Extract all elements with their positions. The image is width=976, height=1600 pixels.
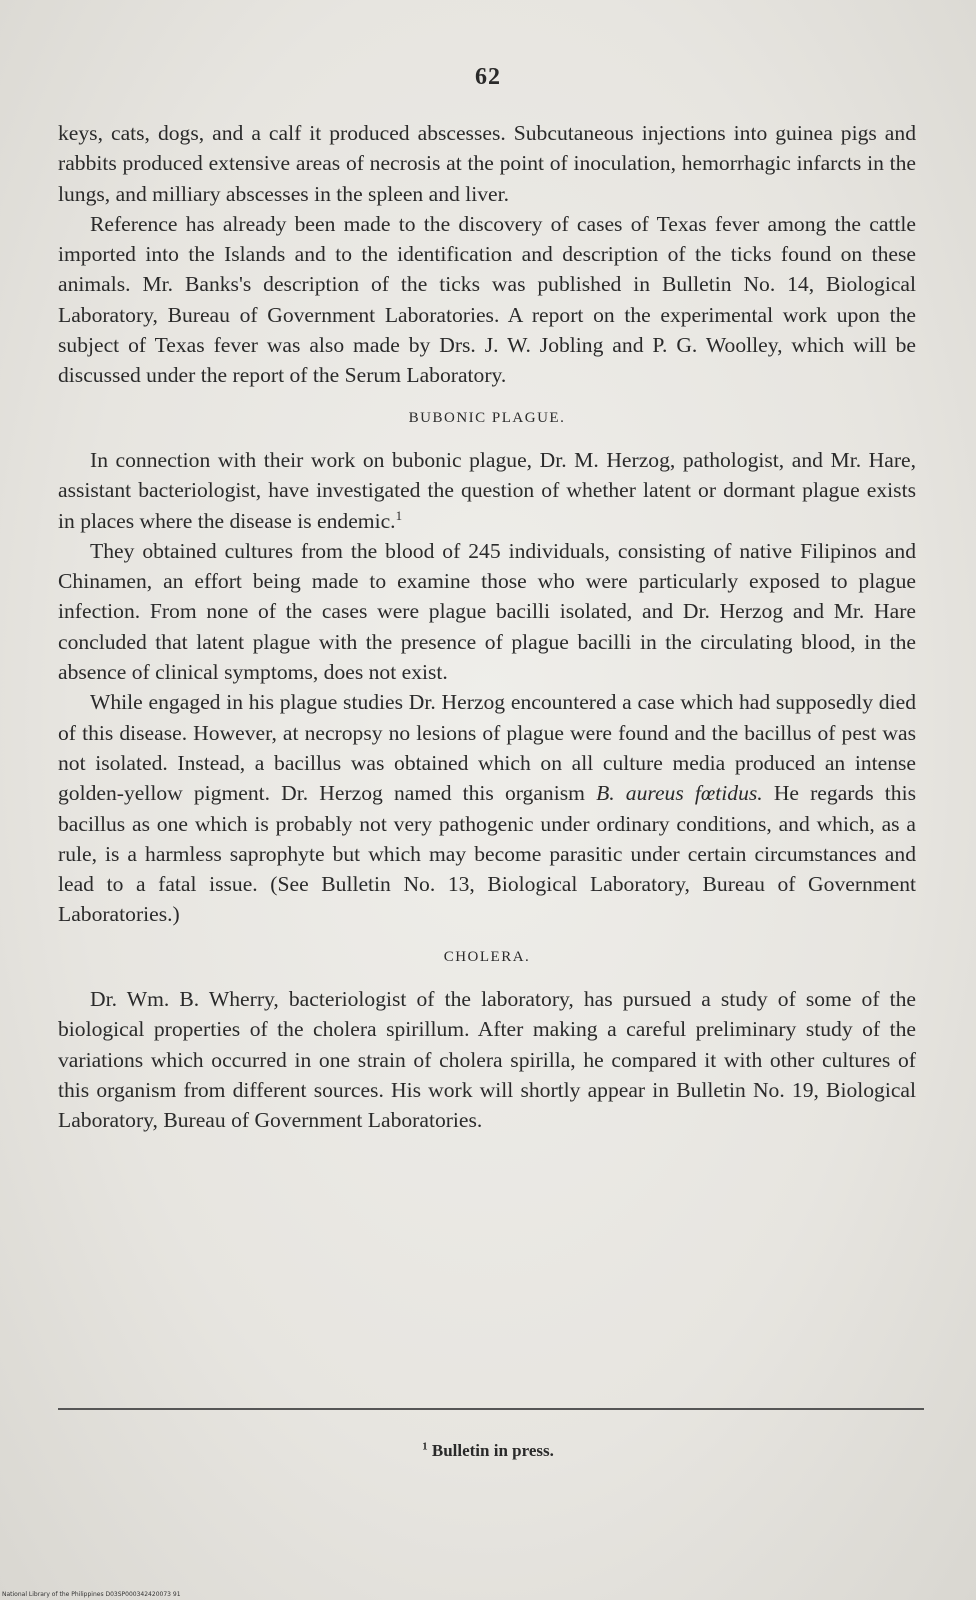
paragraph-plague-herzog bbox=[58, 687, 916, 929]
section-heading-bubonic-plague: BUBONIC PLAGUE. bbox=[408, 409, 566, 426]
footnote-divider bbox=[58, 1408, 924, 1410]
species-name: B. aureus fœtidus. bbox=[596, 781, 763, 806]
footnote-mark: 1 bbox=[422, 1440, 428, 1453]
paragraph-plague-cultures: They obtained cultures from the blood of 245 individuals, consisting of native Filipinos and Chinamen, an effort being made to examine those who were particularly exposed to plague infection. From none of the cases were plague bacilli isolated, and Dr. Herzog and Mr. Hare concluded that latent plague with the presence of plague bacilli in the circulating blood, in the absence of clinical symptoms, does not exist. bbox=[58, 538, 916, 685]
paragraph-texas-fever: Reference has already been made to the discovery of cases of Texas fever among the cattle imported into the Islands and to the identification and description of the ticks found on these animals. Mr. Banks's description of the ticks was published in Bulletin No. 14, Biological Laboratory, Bureau of Government Laboratories. A report on the experimental work upon the subject of Texas fever was also made by Drs. J. W. Jobling and P. G. Woolley, which will be discussed under the report of the Serum Laboratory. bbox=[58, 211, 916, 388]
section-heading-cholera: CHOLERA. bbox=[443, 948, 531, 965]
plague-intro-text: In connection with their work on bubonic plague, Dr. M. Herzog, pathologist, and Mr. Hare, assistant bacteriologist, have investigated the question of whether latent or dormant plague exists in places where the disease is endemic. bbox=[58, 447, 916, 533]
plague-herzog-text-start: While engaged in his plague studies Dr. Herzog encountered a case which had supposedly died of this disease. However, at necropsy no lesions of plague were found and the bacillus of pest was not isolated. Instead, a bacillus was obtained which on all culture media produced an intense golden-yellow pigment. Dr. Herzog named this organism bbox=[58, 690, 916, 806]
body-text bbox=[58, 118, 916, 1136]
page-number: 62 bbox=[475, 64, 501, 90]
footnote-reference: 1 bbox=[395, 507, 403, 523]
paragraph-plague-intro bbox=[58, 445, 916, 536]
footnote bbox=[0, 1441, 976, 1461]
footnote-text: Bulletin in press. bbox=[427, 1441, 554, 1460]
paragraph-cholera: Dr. Wm. B. Wherry, bacteriologist of the laboratory, has pursued a study of some of the biological properties of the cholera spirillum. After making a careful preliminary study of the variations which occurred in one strain of cholera spirilla, he compared it with other cultures of this organism from different sources. His work will shortly appear in Bulletin No. 19, Biological Laboratory, Bureau of Government Laboratories. bbox=[58, 987, 916, 1133]
scan-stamp: National Library of the Philippines D03SP000342420073 91 bbox=[2, 1591, 181, 1598]
plague-herzog-text-end: He regards this bacillus as one which is probably not very pathogenic under ordinary conditions, and which, as a rule, is a harmless saprophyte but which may become parasitic under certain circumstances and lead to a fatal issue. (See Bulletin No. 13, Biological Laboratory, Bureau of Government Laboratories.) bbox=[58, 781, 916, 927]
paragraph-continuation: keys, cats, dogs, and a calf it produced abscesses. Subcutaneous injections into guinea pigs and rabbits produced extensive areas of necrosis at the point of inoculation, hemorrhagic infarcts in the lungs, and milliary abscesses in the spleen and liver. bbox=[58, 121, 916, 206]
